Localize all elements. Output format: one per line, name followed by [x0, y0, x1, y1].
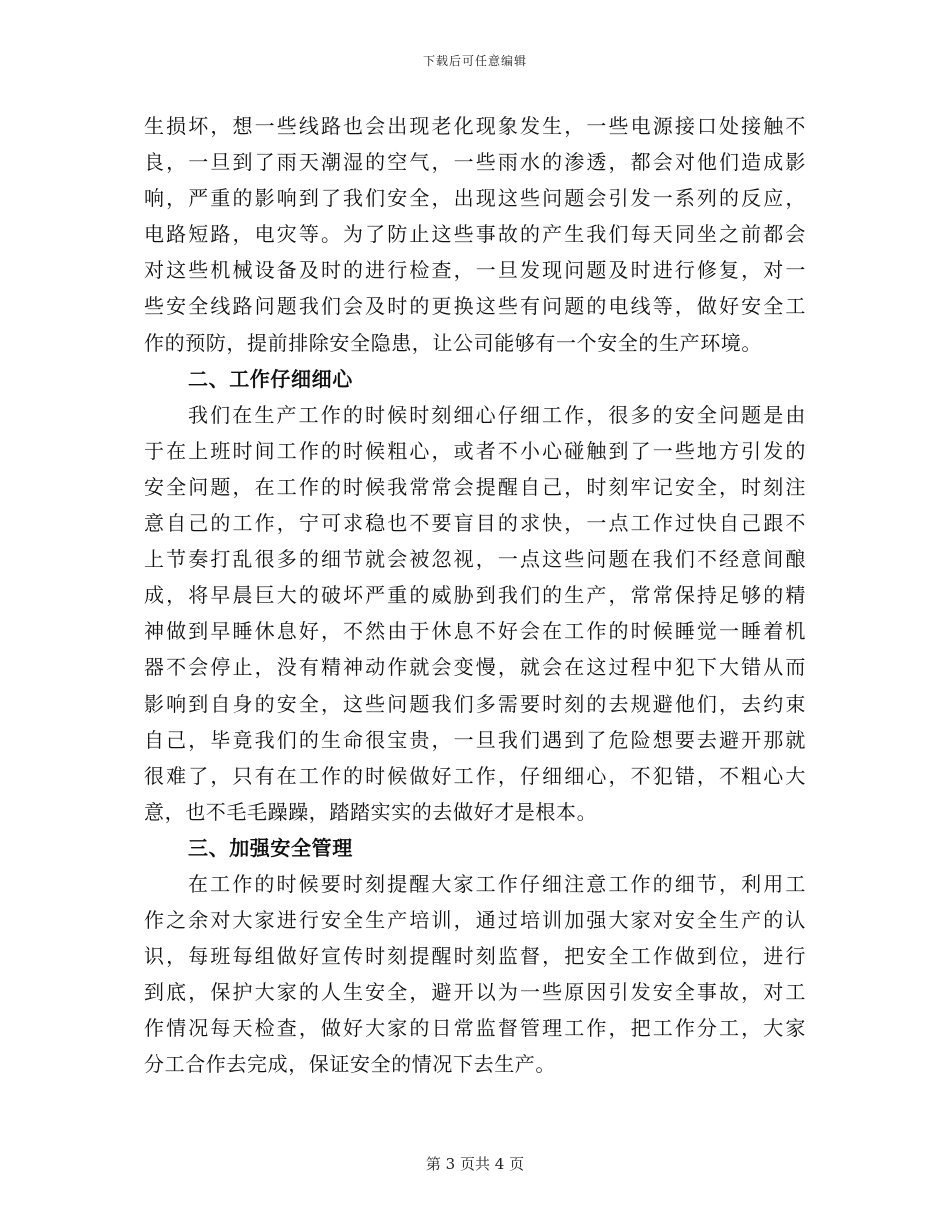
text-line: 作之余对大家进行安全生产培训，通过培训加强大家对安全生产的认: [144, 908, 806, 933]
text-line: 良，一旦到了雨天潮湿的空气，一些雨水的渗透，都会对他们造成影: [144, 150, 806, 175]
text-line: 到底，保护大家的人生安全，避开以为一些原因引发安全事故，对工: [144, 980, 806, 1005]
text-line: 我们在生产工作的时候时刻细心仔细工作，很多的安全问题是由: [188, 402, 806, 427]
text-line: 意，也不毛毛躁躁，踏踏实实的去做好才是根本。: [144, 799, 598, 824]
text-line: 作的预防，提前排除安全隐患，让公司能够有一个安全的生产环境。: [144, 330, 762, 355]
section-heading: 三、加强安全管理: [188, 835, 353, 860]
text-line: 些安全线路问题我们会及时的更换这些有问题的电线等，做好安全工: [144, 294, 806, 319]
paragraph: [144, 108, 806, 361]
paragraph: [144, 397, 806, 830]
text-line: 成，将早晨巨大的破坏严重的威胁到我们的生产，常常保持足够的精: [144, 583, 806, 608]
text-line: 影响到自身的安全，这些问题我们多需要时刻的去规避他们，去约束: [144, 691, 806, 716]
text-line: 分工合作去完成，保证安全的情况下去生产。: [144, 1052, 556, 1077]
document-body: [144, 108, 806, 1083]
text-line: 识，每班每组做好宣传时刻提醒时刻监督，把安全工作做到位，进行: [144, 944, 806, 969]
page-header: 下载后可任意编辑: [422, 54, 527, 68]
text-line: 意自己的工作，宁可求稳也不要盲目的求快，一点工作过快自己跟不: [144, 511, 806, 536]
paragraph: [144, 866, 806, 1083]
page-footer: 第 3 页共 4 页: [425, 1155, 525, 1173]
text-line: 响，严重的影响到了我们安全，出现这些问题会引发一系列的反应，: [144, 186, 806, 211]
text-line: 生损坏，想一些线路也会出现老化现象发生，一些电源接口处接触不: [144, 114, 806, 138]
text-line: 电路短路，电灾等。为了防止这些事故的产生我们每天同坐之前都会: [144, 222, 806, 247]
text-line: 安全问题，在工作的时候我常常会提醒自己，时刻牢记安全，时刻注: [144, 474, 806, 499]
section-heading: 二、工作仔细细心: [188, 366, 353, 391]
text-line: 在工作的时候要时刻提醒大家工作仔细注意工作的细节，利用工: [188, 871, 806, 896]
text-line: 于在上班时间工作的时候粗心，或者不小心碰触到了一些地方引发的: [144, 438, 806, 463]
text-line: 神做到早睡休息好，不然由于休息不好会在工作的时候睡觉一睡着机: [144, 619, 806, 644]
text-line: 自己，毕竟我们的生命很宝贵，一旦我们遇到了危险想要去避开那就: [144, 727, 806, 752]
text-line: 对这些机械设备及时的进行检查，一旦发现问题及时进行修复，对一: [144, 258, 806, 283]
text-line: 器不会停止，没有精神动作就会变慢，就会在这过程中犯下大错从而: [144, 655, 806, 680]
text-line: 很难了，只有在工作的时候做好工作，仔细细心，不犯错，不粗心大: [144, 763, 806, 788]
text-line: 作情况每天检查，做好大家的日常监督管理工作，把工作分工，大家: [144, 1016, 806, 1041]
text-line: 上节奏打乱很多的细节就会被忽视，一点这些问题在我们不经意间酿: [144, 547, 806, 572]
